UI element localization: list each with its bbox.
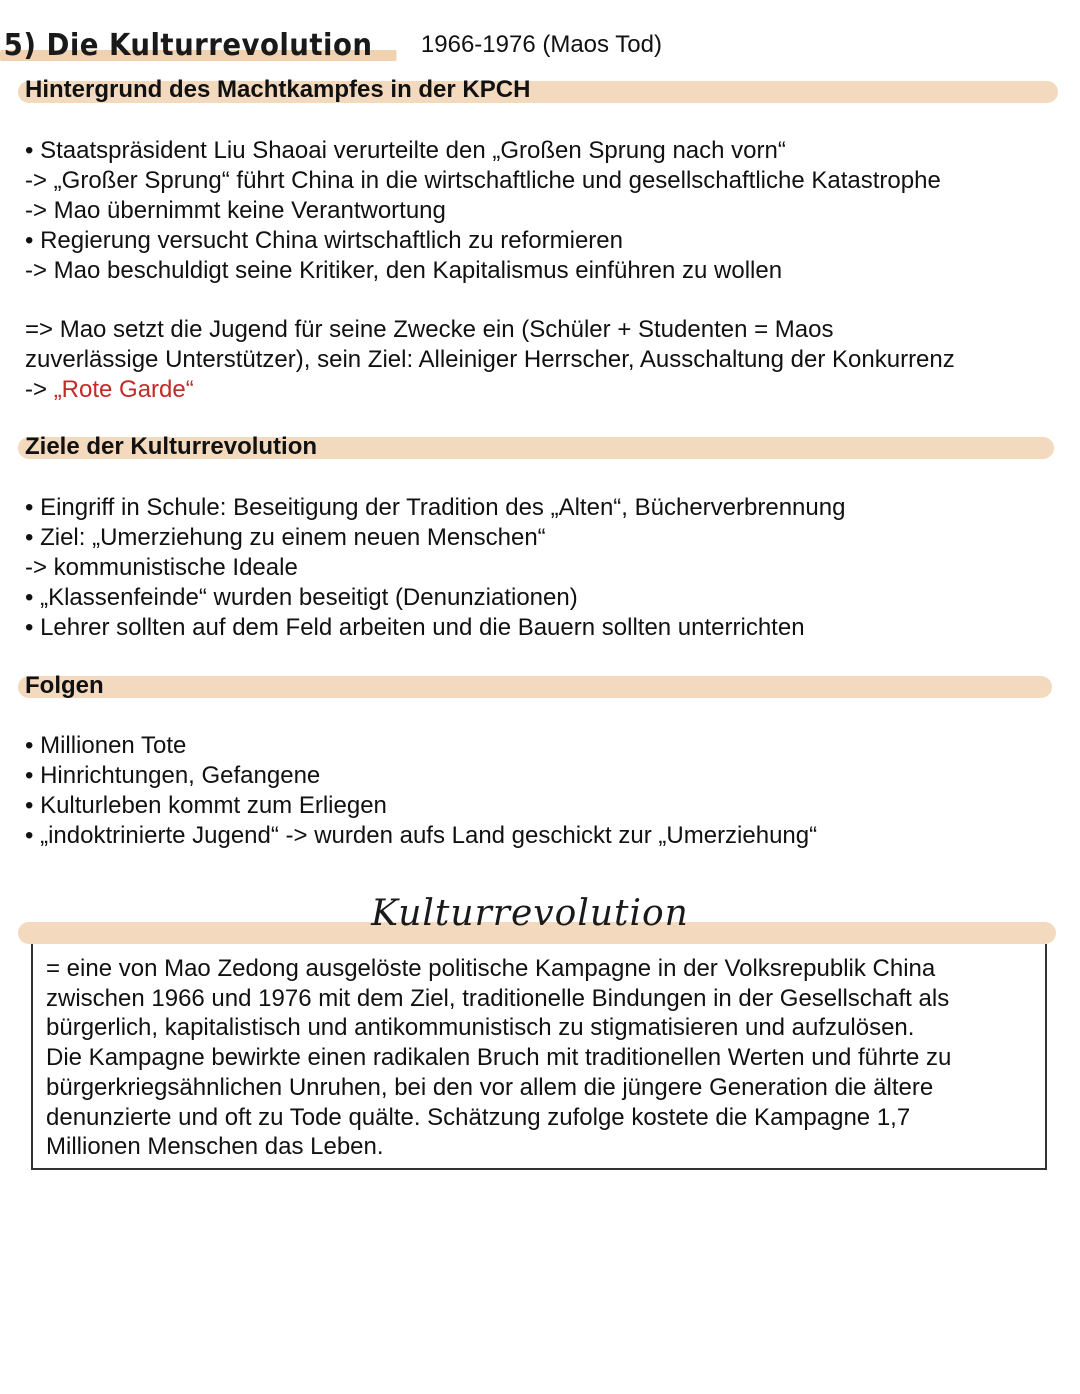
arrow-prefix: -> [25, 376, 54, 403]
definition-line: bürgerlich, kapitalistisch und antikommunistisch zu stigmatisieren und aufzulösen. [46, 1014, 915, 1042]
page-title: 5) Die Kulturrevolution [0, 28, 378, 63]
list-item: -> Mao beschuldigt seine Kritiker, den Kapitalismus einführen zu wollen [25, 257, 783, 284]
list-item: -> kommunistische Ideale [25, 554, 298, 581]
heading-highlight [18, 676, 1052, 698]
list-item: • Ziel: „Umerziehung zu einem neuen Menschen“ [25, 524, 546, 551]
definition-line: Die Kampagne bewirkte einen radikalen Bruch mit traditionellen Werten und führte zu [46, 1044, 952, 1072]
list-item: • Regierung versucht China wirtschaftlich zu reformieren [25, 227, 623, 254]
definition-title: Kulturrevolution [371, 893, 689, 934]
conclusion-line: zuverlässige Unterstützer), sein Ziel: Alleiniger Herrscher, Ausschaltung der Konkurrenz [25, 346, 955, 373]
list-item: • Staatspräsident Liu Shaoai verurteilte den „Großen Sprung nach vorn“ [25, 137, 786, 164]
list-item: • „indoktrinierte Jugend“ -> wurden aufs Land geschickt zur „Umerziehung“ [25, 822, 818, 849]
definition-line: = eine von Mao Zedong ausgelöste politische Kampagne in der Volksrepublik China [46, 955, 936, 982]
list-item: • Kulturleben kommt zum Erliegen [25, 792, 387, 819]
list-item: • „Klassenfeinde“ wurden beseitigt (Denunziationen) [25, 584, 578, 611]
title-row [0, 22, 662, 68]
section-hintergrund-conclusion [25, 315, 955, 405]
section-folgen-lines [25, 731, 817, 851]
section-ziele-lines [25, 493, 845, 643]
conclusion-line: => Mao setzt die Jugend für seine Zwecke ein (Schüler + Studenten = Maos [25, 316, 834, 343]
list-item: -> Mao übernimmt keine Verantwortung [25, 197, 446, 224]
section-heading-hintergrund: Hintergrund des Machtkampfes in der KPCH [25, 76, 531, 103]
date-range: 1966-1976 (Maos Tod) [420, 31, 662, 58]
section-hintergrund-lines [25, 136, 941, 286]
list-item: • Hinrichtungen, Gefangene [25, 762, 321, 789]
definition-line: denunzierte und oft zu Tode quälte. Schätzung zufolge kostete die Kampagne 1,7 [46, 1103, 911, 1131]
list-item: • Millionen Tote [25, 732, 187, 759]
definition-line: zwischen 1966 und 1976 mit dem Ziel, traditionelle Bindungen in der Gesellschaft als [46, 984, 950, 1012]
list-item: -> „Großer Sprung“ führt China in die wirtschaftliche und gesellschaftliche Katastrophe [25, 167, 941, 194]
list-item: • Eingriff in Schule: Beseitigung der Tradition des „Alten“, Bücherverbrennung [25, 494, 846, 521]
section-heading-folgen: Folgen [25, 672, 104, 699]
rote-garde-line [25, 375, 955, 405]
definition-text [46, 954, 1046, 1162]
section-heading-ziele: Ziele der Kulturrevolution [25, 433, 318, 460]
list-item: • Lehrer sollten auf dem Feld arbeiten und die Bauern sollten unterrichten [25, 614, 805, 641]
definition-line: bürgerkriegsähnlichen Unruhen, bei den vor allem die jüngere Generation die ältere [46, 1073, 934, 1101]
definition-line: Millionen Menschen das Leben. [46, 1133, 384, 1161]
rote-garde-term: „Rote Garde“ [53, 376, 194, 403]
